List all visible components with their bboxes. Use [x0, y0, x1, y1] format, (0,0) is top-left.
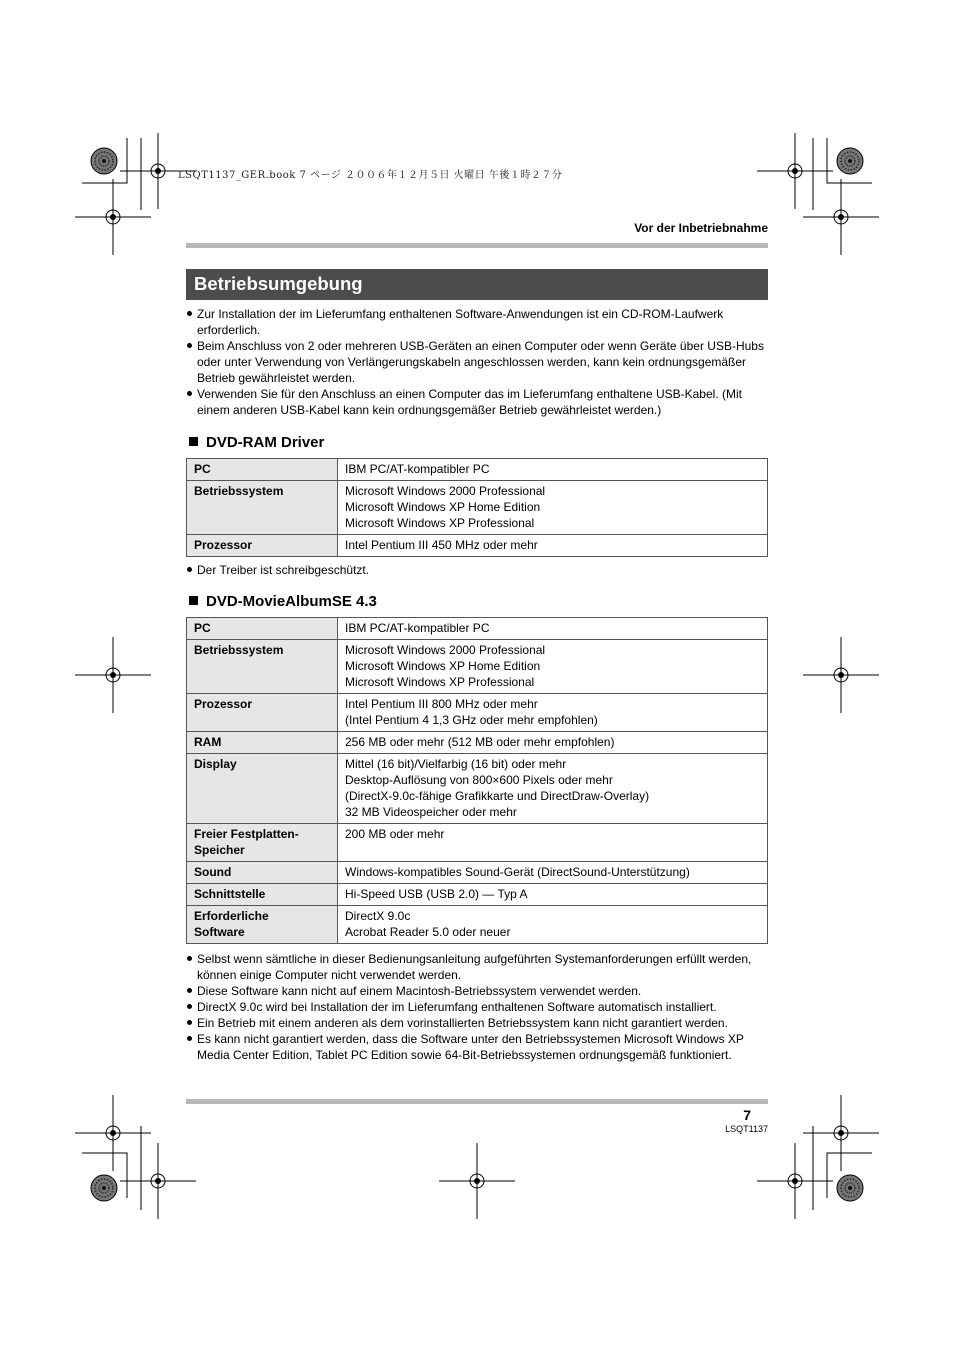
table-row	[187, 732, 768, 754]
table-row	[187, 694, 768, 732]
table-row	[187, 535, 768, 557]
row-label: Display	[187, 754, 338, 824]
row-label: Prozessor	[187, 694, 338, 732]
row-label: Schnittstelle	[187, 884, 338, 906]
table-row	[187, 481, 768, 535]
table-row	[187, 640, 768, 694]
movie-album-notes	[186, 951, 768, 1063]
dvd-ram-notes	[186, 562, 768, 578]
list-item: Selbst wenn sämtliche in dieser Bedienungsanleitung aufgeführten Systemanforderungen erfüllt werden, können einige Computer nicht verwendet werden.	[186, 951, 768, 983]
square-bullet-icon	[189, 596, 198, 605]
movie-album-table	[186, 617, 768, 944]
square-bullet-icon	[189, 437, 198, 446]
row-label: Betriebssystem	[187, 481, 338, 535]
dvd-ram-heading-text: DVD-RAM Driver	[206, 434, 325, 451]
table-row	[187, 459, 768, 481]
row-value: Intel Pentium III 800 MHz oder mehr (Intel Pentium 4 1,3 GHz oder mehr empfohlen)	[338, 694, 768, 732]
row-value: Microsoft Windows 2000 Professional Microsoft Windows XP Home Edition Microsoft Windows XP Professional	[338, 481, 768, 535]
row-label: Erforderliche Software	[187, 906, 338, 944]
table-row	[187, 906, 768, 944]
bottom-rule	[186, 1099, 768, 1104]
print-header: LSQT1137_GER.book 7 ページ ２００６年１２月５日 火曜日 午後１時２７分	[178, 170, 563, 181]
list-item: Es kann nicht garantiert werden, dass die Software unter den Betriebssystemen Microsoft Windows XP Media Center Edition, Tablet PC Edition sowie 64-Bit-Betriebssystemen ordnungsgemäß funktioniert.	[186, 1031, 768, 1063]
table-row	[187, 618, 768, 640]
dvd-ram-table	[186, 458, 768, 557]
row-label: RAM	[187, 732, 338, 754]
list-item: Zur Installation der im Lieferumfang enthaltenen Software-Anwendungen ist ein CD-ROM-Laufwerk erforderlich.	[186, 306, 768, 338]
row-label: Betriebssystem	[187, 640, 338, 694]
row-value: Windows-kompatibles Sound-Gerät (DirectSound-Unterstützung)	[338, 862, 768, 884]
row-value: Mittel (16 bit)/Vielfarbig (16 bit) oder mehr Desktop-Auflösung von 800×600 Pixels oder mehr (DirectX-9.0c-fähige Grafikkarte und DirectDraw-Overlay) 32 MB Videospeicher oder mehr	[338, 754, 768, 824]
page-number: 7	[743, 1107, 751, 1123]
table-row	[187, 824, 768, 862]
row-value: DirectX 9.0c Acrobat Reader 5.0 oder neuer	[338, 906, 768, 944]
list-item: Beim Anschluss von 2 oder mehreren USB-Geräten an einen Computer oder wenn Geräte über USB-Hubs oder unter Verwendung von Verlängerungskabeln angeschlossen werden, kann kein ordnungsgemäßer Betrieb gewährleistet werden.	[186, 338, 768, 386]
row-value: Hi-Speed USB (USB 2.0) — Typ A	[338, 884, 768, 906]
movie-album-heading-text: DVD-MovieAlbumSE 4.3	[206, 593, 377, 610]
row-value: IBM PC/AT-kompatibler PC	[338, 618, 768, 640]
row-value: 256 MB oder mehr (512 MB oder mehr empfohlen)	[338, 732, 768, 754]
dvd-ram-heading	[186, 434, 324, 451]
table-row	[187, 884, 768, 906]
list-item: Diese Software kann nicht auf einem Macintosh-Betriebssystem verwendet werden.	[186, 983, 768, 999]
intro-bullet-list	[186, 306, 768, 418]
list-item: Der Treiber ist schreibgeschützt.	[186, 562, 768, 578]
list-item: Verwenden Sie für den Anschluss an einen Computer das im Lieferumfang enthaltene USB-Kabel. (Mit einem anderen USB-Kabel kann kein ordnungsgemäßer Betrieb gewährleistet werden.)	[186, 386, 768, 418]
row-value: IBM PC/AT-kompatibler PC	[338, 459, 768, 481]
page-title: Betriebsumgebung	[186, 269, 768, 300]
table-row	[187, 862, 768, 884]
list-item: Ein Betrieb mit einem anderen als dem vorinstallierten Betriebssystem kann nicht garantiert werden.	[186, 1015, 768, 1031]
top-rule	[186, 243, 768, 248]
row-value: 200 MB oder mehr	[338, 824, 768, 862]
list-item: DirectX 9.0c wird bei Installation der im Lieferumfang enthaltenen Software automatisch installiert.	[186, 999, 768, 1015]
row-label: Prozessor	[187, 535, 338, 557]
row-value: Intel Pentium III 450 MHz oder mehr	[338, 535, 768, 557]
movie-album-heading	[186, 593, 377, 610]
doc-code: LSQT1137	[725, 1124, 768, 1134]
table-row	[187, 754, 768, 824]
section-header: Vor der Inbetriebnahme	[634, 221, 768, 235]
row-label: Freier Festplatten- Speicher	[187, 824, 338, 862]
row-label: Sound	[187, 862, 338, 884]
row-value: Microsoft Windows 2000 Professional Microsoft Windows XP Home Edition Microsoft Windows XP Professional	[338, 640, 768, 694]
row-label: PC	[187, 618, 338, 640]
row-label: PC	[187, 459, 338, 481]
